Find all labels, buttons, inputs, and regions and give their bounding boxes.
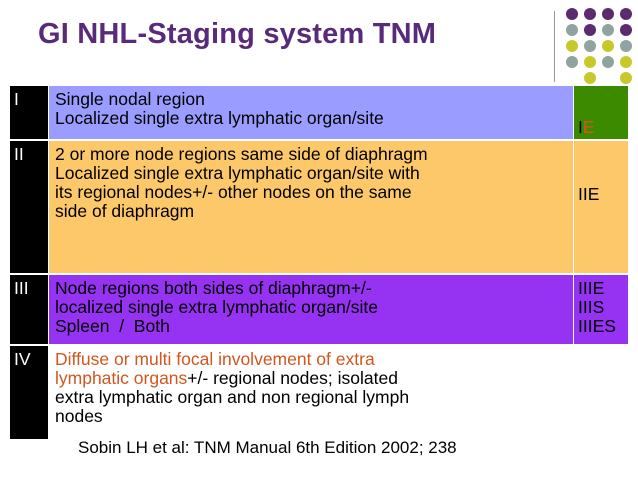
dot-olive — [620, 56, 632, 68]
dot-gray — [602, 24, 614, 36]
table-row — [10, 345, 628, 439]
dot-purple — [584, 24, 596, 36]
table-row — [10, 86, 628, 140]
dot-purple — [566, 8, 578, 20]
dot-olive — [584, 56, 596, 68]
citation: Sobin LH et al: TNM Manual 6th Edition 2002; 238 — [78, 438, 457, 457]
description-highlight: Diffuse or multi focal involvement of extra — [55, 349, 375, 369]
stage-code — [574, 86, 629, 140]
description-line: localized single extra lymphatic organ/site — [55, 297, 378, 317]
stage-code — [574, 345, 629, 439]
stage-description — [49, 140, 574, 274]
dot-gray — [566, 56, 578, 68]
dot-purple — [584, 8, 596, 20]
title-divider — [554, 11, 555, 82]
table-row — [10, 274, 628, 345]
dot-olive — [566, 40, 578, 52]
description-line: its regional nodes+/- other nodes on the same — [55, 182, 412, 202]
dot-olive — [584, 72, 596, 84]
stage-label: II — [10, 140, 49, 274]
stage-code — [574, 140, 629, 274]
stage-code-value: IIIS — [578, 297, 605, 317]
stage-code-value: IIIE — [578, 278, 605, 298]
dot-purple — [620, 24, 632, 36]
stage-label: III — [10, 274, 49, 345]
description-text: +/- regional nodes; isolated — [187, 368, 398, 388]
dot-gray — [566, 24, 578, 36]
page-title: GI NHL-Staging system TNM — [38, 18, 437, 50]
description-line: Spleen / Both — [55, 316, 170, 336]
description-line: 2 or more node regions same side of diaphragm — [55, 144, 428, 164]
description-line: Localized single extra lymphatic organ/site with — [55, 163, 420, 183]
dot-gray — [620, 40, 632, 52]
dot-purple — [620, 8, 632, 20]
description-line: Single nodal region — [55, 89, 205, 109]
description-highlight: lymphatic organs — [55, 368, 188, 388]
description-line: Localized single extra lymphatic organ/site — [55, 108, 384, 128]
description-line — [55, 369, 567, 388]
stage-description — [49, 274, 574, 345]
dot-olive — [602, 40, 614, 52]
dot-gray — [602, 56, 614, 68]
stage-code-suffix: E — [582, 117, 595, 137]
stage-label: I — [10, 86, 49, 140]
stage-description — [49, 345, 574, 439]
stage-label: IV — [10, 345, 49, 439]
description-line: nodes — [55, 406, 103, 426]
stage-code-value: IIIES — [578, 316, 616, 336]
staging-table — [10, 86, 628, 439]
stage-description — [49, 86, 574, 140]
table-row — [10, 140, 628, 274]
description-line: side of diaphragm — [55, 201, 195, 221]
stage-code-value: IIE — [578, 184, 600, 204]
description-line: extra lymphatic organ and non regional lymph — [55, 387, 410, 407]
stage-code — [574, 274, 629, 345]
description-line: Node regions both sides of diaphragm+/- — [55, 278, 372, 298]
decorative-dot-grid — [566, 8, 638, 94]
dot-olive — [620, 72, 632, 84]
dot-gray — [584, 40, 596, 52]
dot-purple — [602, 8, 614, 20]
stage-code-part: I — [578, 117, 583, 137]
